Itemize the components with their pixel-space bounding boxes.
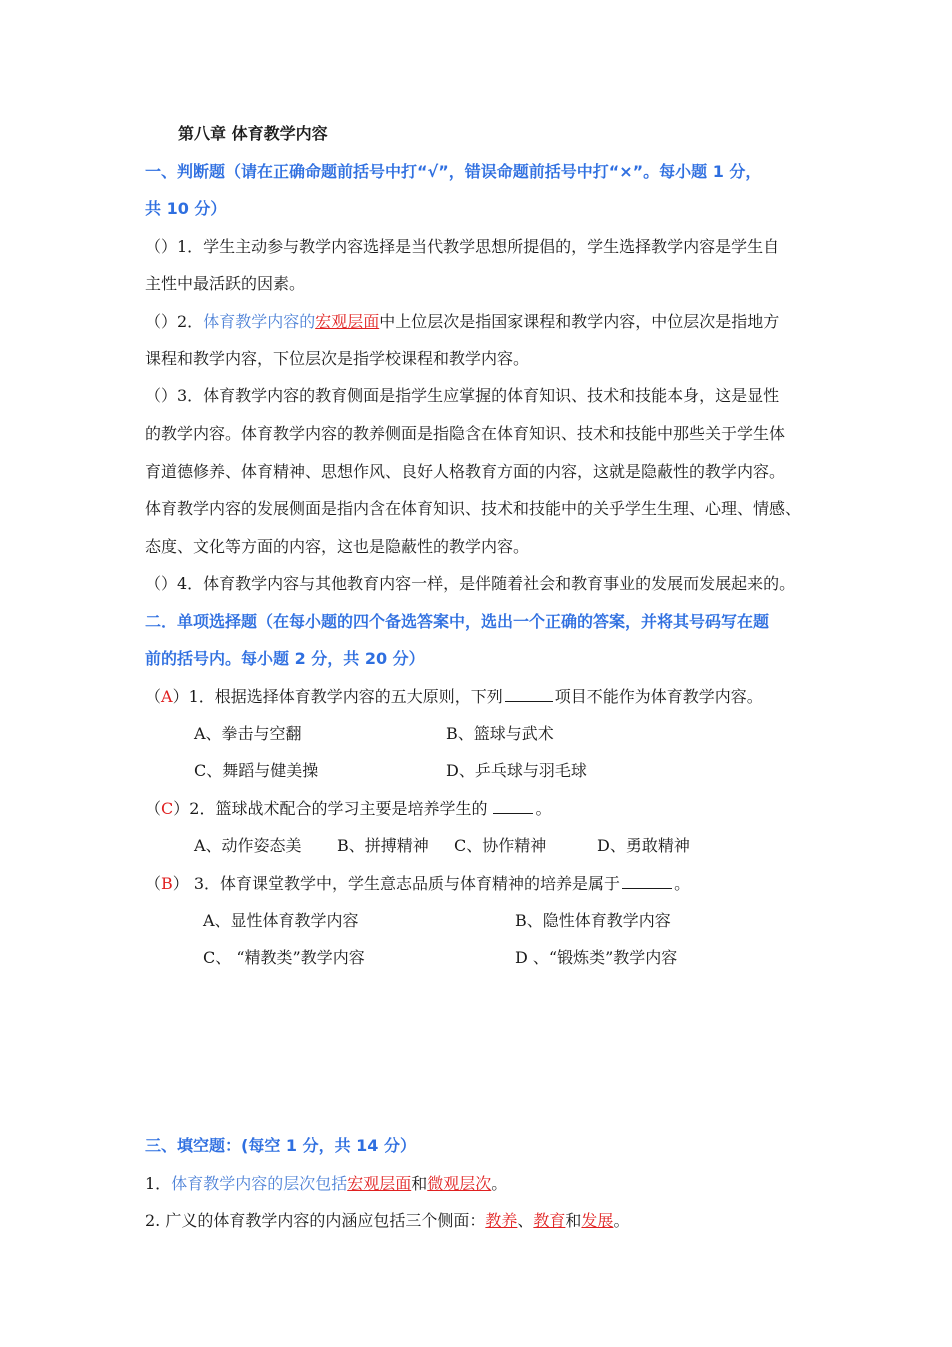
mc-question-2-option-b: B、拼搏精神 bbox=[337, 836, 429, 855]
fill-question-1-answer-2: 微观层次 bbox=[427, 1174, 492, 1193]
fill-question-1-end: 。 bbox=[491, 1174, 508, 1193]
mc-question-3-tail: 。 bbox=[674, 874, 691, 893]
mc-question-1-open: （ bbox=[145, 687, 162, 706]
tf-question-2-line2: 课程和教学内容，下位层次是指学校课程和教学内容。 bbox=[145, 349, 530, 368]
tf-question-3-line2: 的教学内容。体育教学内容的教养侧面是指隐含在体育知识、技术和技能中那些关于学生体 bbox=[145, 424, 786, 443]
mc-question-3-option-d: D 、“锻炼类”教学内容 bbox=[515, 948, 678, 967]
mc-question-2-option-a: A、动作姿态美 bbox=[194, 836, 302, 855]
mc-question-3-text: ） 3．体育课堂教学中，学生意志品质与体育精神的培养是属于 bbox=[172, 874, 621, 893]
mc-question-3-open: （ bbox=[145, 874, 162, 893]
fill-question-2-and: 和 bbox=[565, 1211, 582, 1230]
mc-question-2-answer: C bbox=[161, 799, 174, 818]
mc-question-3-blank bbox=[622, 874, 672, 889]
mc-question-3-option-b: B、隐性体育教学内容 bbox=[515, 911, 671, 930]
fill-question-2-answer-1: 教养 bbox=[485, 1211, 518, 1230]
mc-question-2-text: ）2．篮球战术配合的学习主要是培养学生的 bbox=[173, 799, 488, 818]
mc-question-1-tail: 项目不能作为体育教学内容。 bbox=[554, 687, 763, 706]
fill-question-1-and: 和 bbox=[411, 1174, 428, 1193]
mc-question-2-option-d: D、勇敢精神 bbox=[597, 836, 690, 855]
mc-question-1-answer: A bbox=[161, 687, 173, 706]
mc-question-1-option-c: C、舞蹈与健美操 bbox=[194, 761, 319, 780]
tf-question-2-blue-text: 体育教学内容的 bbox=[203, 312, 316, 331]
fill-question-1-number: 1． bbox=[145, 1174, 172, 1193]
mc-question-1-option-d: D、乒乓球与羽毛球 bbox=[446, 761, 587, 780]
tf-question-2-rest: 中上位层次是指国家课程和教学内容，中位层次是指地方 bbox=[379, 312, 780, 331]
chapter-title: 第八章 体育教学内容 bbox=[178, 124, 328, 143]
fill-question-2-answer-2: 教育 bbox=[533, 1211, 566, 1230]
mc-question-2-tail: 。 bbox=[535, 799, 552, 818]
tf-question-3-line4: 体育教学内容的发展侧面是指内含在体育知识、技术和技能中的关乎学生生理、心理、情感、 bbox=[145, 499, 802, 518]
fill-question-1-answer-1: 宏观层面 bbox=[347, 1174, 412, 1193]
fill-question-2-answer-3: 发展 bbox=[581, 1211, 614, 1230]
mc-question-3-answer: B bbox=[161, 874, 173, 893]
mc-question-1-text: ）1．根据选择体育教学内容的五大原则，下列 bbox=[172, 687, 503, 706]
mc-question-1-blank bbox=[505, 687, 553, 702]
tf-question-4-line1: （）4．体育教学内容与其他教育内容一样，是伴随着社会和教育事业的发展而发展起来的。 bbox=[145, 574, 796, 593]
tf-question-2-line1 bbox=[145, 311, 779, 333]
mc-question-2-blank bbox=[493, 799, 533, 814]
section2-heading-line2: 前的括号内。每小题 2 分，共 20 分） bbox=[145, 649, 425, 668]
tf-question-2-highlight: 宏观层面 bbox=[315, 312, 380, 331]
mc-question-1 bbox=[145, 686, 763, 708]
mc-question-1-option-a: A、拳击与空翻 bbox=[194, 724, 302, 743]
mc-question-3 bbox=[145, 873, 690, 895]
section3-heading: 三、填空题：(每空 1 分，共 14 分） bbox=[145, 1136, 416, 1155]
section2-heading-line1: 二．单项选择题（在每小题的四个备选答案中，选出一个正确的答案，并将其号码写在题 bbox=[145, 612, 770, 631]
mc-question-2-option-c: C、协作精神 bbox=[454, 836, 547, 855]
fill-question-1-text: 体育教学内容的层次包括 bbox=[171, 1174, 348, 1193]
mc-question-3-option-a: A、显性体育教学内容 bbox=[203, 911, 359, 930]
mc-question-3-option-c: C、 “精教类”教学内容 bbox=[203, 948, 365, 967]
mc-question-2-open: （ bbox=[145, 799, 162, 818]
section1-heading-line1: 一、判断题（请在正确命题前括号中打“√”，错误命题前括号中打“×”。每小题 1 分， bbox=[145, 162, 762, 181]
tf-question-3-line5: 态度、文化等方面的内容，这也是隐蔽性的教学内容。 bbox=[145, 537, 530, 556]
fill-question-2-end: 。 bbox=[613, 1211, 630, 1230]
fill-question-2-sep: 、 bbox=[517, 1211, 534, 1230]
fill-question-1 bbox=[145, 1173, 507, 1195]
tf-question-3-line1: （）3．体育教学内容的教育侧面是指学生应掌握的体育知识、技术和技能本身，这是显性 bbox=[145, 386, 780, 405]
section1-heading-line2: 共 10 分） bbox=[145, 199, 227, 218]
tf-question-3-line3: 育道德修养、体育精神、思想作风、良好人格教育方面的内容，这就是隐蔽性的教学内容。 bbox=[145, 462, 786, 481]
mc-question-1-option-b: B、篮球与武术 bbox=[446, 724, 554, 743]
mc-question-2 bbox=[145, 798, 551, 820]
tf-question-1-line1: （）1．学生主动参与教学内容选择是当代教学思想所提倡的，学生选择教学内容是学生自 bbox=[145, 237, 780, 256]
tf-question-2-prefix: （）2． bbox=[145, 312, 204, 331]
fill-question-2-text: 2. 广义的体育教学内容的内涵应包括三个侧面： bbox=[145, 1211, 486, 1230]
tf-question-1-line2: 主性中最活跃的因素。 bbox=[145, 274, 306, 293]
fill-question-2 bbox=[145, 1210, 629, 1232]
